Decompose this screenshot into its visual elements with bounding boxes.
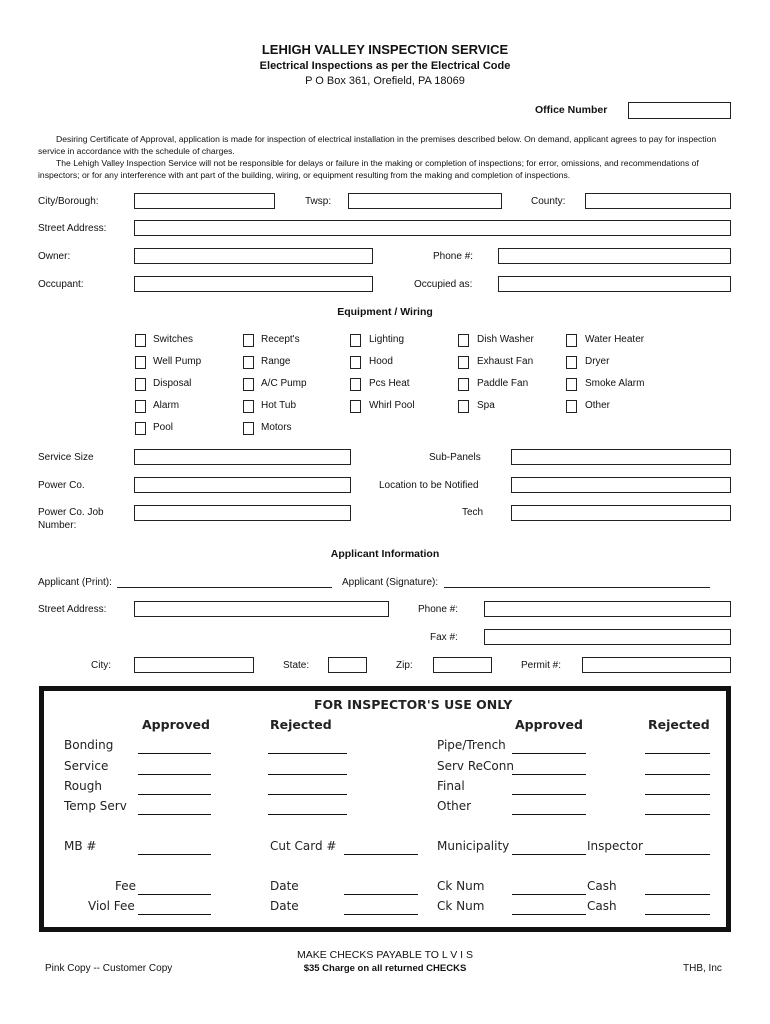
intro-paragraph-1: Desiring Certificate of Approval, application is made for inspection of electrical installation in the premises described below. On demand, applicant agrees to pay for inspection service in accordance with the schedule of charges. xyxy=(38,134,717,156)
applicant-street-input[interactable] xyxy=(134,601,389,617)
checkbox-exhaust-fan[interactable] xyxy=(458,356,469,369)
tech-label: Tech xyxy=(462,507,484,518)
approved-line[interactable] xyxy=(512,753,586,754)
checkbox-label: Hot Tub xyxy=(261,400,297,411)
checkbox-alarm[interactable] xyxy=(135,400,146,413)
location-notified-input[interactable] xyxy=(511,477,731,493)
checkbox-label: Water Heater xyxy=(585,334,645,345)
checkbox-label: Spa xyxy=(477,400,495,411)
checkbox-range[interactable] xyxy=(243,356,254,369)
applicant-phone-label: Phone #: xyxy=(418,604,459,615)
checkbox-label: Paddle Fan xyxy=(477,378,529,389)
municipality-label: Municipality xyxy=(437,839,510,853)
cash-line[interactable] xyxy=(645,914,710,915)
location-notified-label: Location to be Notified xyxy=(379,480,479,491)
checkbox-lighting[interactable] xyxy=(350,334,361,347)
power-co-job-label-2: Number: xyxy=(38,520,77,531)
applicant-title: Applicant Information xyxy=(330,548,440,560)
applicant-state-input[interactable] xyxy=(328,657,367,673)
checkbox-whirl-pool[interactable] xyxy=(350,400,361,413)
checkbox-label: Disposal xyxy=(153,378,192,389)
checkbox-pool[interactable] xyxy=(135,422,146,435)
rejected-line[interactable] xyxy=(645,794,710,795)
applicant-zip-input[interactable] xyxy=(433,657,492,673)
applicant-fax-label: Fax #: xyxy=(430,632,458,643)
occupied-as-label: Occupied as: xyxy=(414,279,473,290)
service-size-label: Service Size xyxy=(38,452,94,463)
office-number-input[interactable] xyxy=(628,102,731,119)
date-label: Date xyxy=(270,899,299,913)
approved-line[interactable] xyxy=(138,753,211,754)
inspector-panel xyxy=(39,686,731,932)
rejected-line[interactable] xyxy=(268,774,347,775)
county-input[interactable] xyxy=(585,193,731,209)
approved-line[interactable] xyxy=(512,814,586,815)
approved-line[interactable] xyxy=(512,774,586,775)
rejected-line[interactable] xyxy=(645,753,710,754)
occupant-label: Occupant: xyxy=(38,279,84,290)
applicant-state-label: State: xyxy=(283,660,310,671)
rejected-line[interactable] xyxy=(645,814,710,815)
sub-panels-input[interactable] xyxy=(511,449,731,465)
fee-label: Fee xyxy=(115,879,137,893)
applicant-city-label: City: xyxy=(91,660,111,671)
checks-payable-text: MAKE CHECKS PAYABLE TO L V I S xyxy=(296,949,474,961)
applicant-print-line[interactable] xyxy=(117,587,332,588)
power-co-input[interactable] xyxy=(134,477,351,493)
mb-label: MB # xyxy=(64,839,97,853)
owner-phone-label: Phone #: xyxy=(433,251,474,262)
date-line[interactable] xyxy=(344,894,418,895)
power-co-job-input[interactable] xyxy=(134,505,351,521)
checkbox-switches[interactable] xyxy=(135,334,146,347)
applicant-city-input[interactable] xyxy=(134,657,254,673)
applicant-permit-label: Permit #: xyxy=(521,660,562,671)
checkbox-label: Motors xyxy=(261,422,292,433)
inspection-item: Rough xyxy=(64,779,102,793)
rejected-header-right: Rejected xyxy=(648,717,710,732)
viol-fee-label: Viol Fee xyxy=(88,899,135,913)
form-address: P O Box 361, Orefield, PA 18069 xyxy=(305,75,465,87)
checkbox-label: Exhaust Fan xyxy=(477,356,534,367)
inspection-item: Pipe/Trench xyxy=(437,738,506,752)
checkbox-water-heater[interactable] xyxy=(566,334,577,347)
owner-input[interactable] xyxy=(134,248,373,264)
owner-phone-input[interactable] xyxy=(498,248,731,264)
applicant-phone-input[interactable] xyxy=(484,601,731,617)
sub-panels-label: Sub-Panels xyxy=(429,452,481,463)
power-co-job-label: Power Co. Job xyxy=(38,507,104,518)
owner-label: Owner: xyxy=(38,251,71,262)
rejected-header-left: Rejected xyxy=(270,717,332,732)
city-borough-label: City/Borough: xyxy=(38,196,99,207)
municipality-line[interactable] xyxy=(512,854,586,855)
ck-num-label: Ck Num xyxy=(437,879,485,893)
intro-paragraph-2: The Lehigh Valley Inspection Service will not be responsible for delays or failure in the making or completion of inspections; for error, omissions, and recommendations of inspectors; or for any interference with ant part of the building, wiring, or equipment resulting from the making and completion of inspections. xyxy=(38,158,699,180)
applicant-signature-label: Applicant (Signature): xyxy=(342,577,439,588)
checkbox-label: Range xyxy=(261,356,291,367)
applicant-zip-label: Zip: xyxy=(396,660,413,671)
approved-line[interactable] xyxy=(138,814,211,815)
inspection-item: Bonding xyxy=(64,738,114,752)
city-borough-input[interactable] xyxy=(134,193,275,209)
twsp-input[interactable] xyxy=(348,193,502,209)
checkbox-ac-pump[interactable] xyxy=(243,378,254,391)
inspection-item: Other xyxy=(437,799,472,813)
checkbox-label: Well Pump xyxy=(153,356,202,367)
ck-num-line[interactable] xyxy=(512,914,586,915)
approved-header-right: Approved xyxy=(515,717,583,732)
checkbox-label: Other xyxy=(585,400,611,411)
rejected-line[interactable] xyxy=(268,753,347,754)
street-address-input[interactable] xyxy=(134,220,731,236)
applicant-permit-input[interactable] xyxy=(582,657,731,673)
inspector-title: FOR INSPECTOR'S USE ONLY xyxy=(314,697,513,712)
inspection-item: Final xyxy=(437,779,465,793)
cut-card-line[interactable] xyxy=(344,854,418,855)
returned-checks-text: $35 Charge on all returned CHECKS xyxy=(303,963,467,974)
inspection-item: Serv ReConn xyxy=(437,759,514,773)
cut-card-label: Cut Card # xyxy=(270,839,337,853)
service-size-input[interactable] xyxy=(134,449,351,465)
tech-input[interactable] xyxy=(511,505,731,521)
checkbox-recepts[interactable] xyxy=(243,334,254,347)
applicant-signature-line[interactable] xyxy=(444,587,710,588)
county-label: County: xyxy=(531,196,566,207)
ck-num-label: Ck Num xyxy=(437,899,485,913)
cash-label: Cash xyxy=(587,879,617,893)
applicant-street-label: Street Address: xyxy=(38,604,107,615)
inspector-line[interactable] xyxy=(645,854,710,855)
checkbox-label: Alarm xyxy=(153,400,180,411)
mb-line[interactable] xyxy=(138,854,211,855)
checkbox-label: Pcs Heat xyxy=(369,378,410,389)
checkbox-label: Hood xyxy=(369,356,393,367)
rejected-line[interactable] xyxy=(268,814,347,815)
checkbox-label: Switches xyxy=(153,334,194,345)
checkbox-dryer[interactable] xyxy=(566,356,577,369)
checkbox-well-pump[interactable] xyxy=(135,356,146,369)
checkbox-label: Pool xyxy=(153,422,174,433)
fee-line[interactable] xyxy=(138,894,211,895)
rejected-line[interactable] xyxy=(645,774,710,775)
thb-inc-text: THB, Inc xyxy=(683,963,722,974)
inspection-item: Service xyxy=(64,759,109,773)
checkbox-spa[interactable] xyxy=(458,400,469,413)
checkbox-label: Recept's xyxy=(261,334,300,345)
checkbox-label: Smoke Alarm xyxy=(585,378,645,389)
checkbox-label: A/C Pump xyxy=(261,378,307,389)
office-number-label: Office Number xyxy=(535,104,608,116)
inspection-item: Temp Serv xyxy=(64,799,127,813)
checkbox-dish-washer[interactable] xyxy=(458,334,469,347)
checkbox-label: Dryer xyxy=(585,356,610,367)
checkbox-hood[interactable] xyxy=(350,356,361,369)
checkbox-disposal[interactable] xyxy=(135,378,146,391)
checkbox-other[interactable] xyxy=(566,400,577,413)
applicant-fax-input[interactable] xyxy=(484,629,731,645)
occupant-input[interactable] xyxy=(134,276,373,292)
cash-line[interactable] xyxy=(645,894,710,895)
street-address-label: Street Address: xyxy=(38,223,107,234)
checkbox-paddle-fan[interactable] xyxy=(458,378,469,391)
inspector-label: Inspector xyxy=(587,839,643,853)
checkbox-label: Whirl Pool xyxy=(369,400,415,411)
applicant-print-label: Applicant (Print): xyxy=(38,577,112,588)
checkbox-label: Lighting xyxy=(369,334,405,345)
viol-fee-line[interactable] xyxy=(138,914,211,915)
rejected-line[interactable] xyxy=(268,794,347,795)
date-label: Date xyxy=(270,879,299,893)
pink-copy-text: Pink Copy -- Customer Copy xyxy=(45,963,173,974)
checkbox-smoke-alarm[interactable] xyxy=(566,378,577,391)
twsp-label: Twsp: xyxy=(305,196,332,207)
approved-header-left: Approved xyxy=(142,717,210,732)
approved-line[interactable] xyxy=(512,794,586,795)
checkbox-label: Dish Washer xyxy=(477,334,534,345)
equipment-title: Equipment / Wiring xyxy=(337,306,433,318)
form-title: LEHIGH VALLEY INSPECTION SERVICE xyxy=(261,42,509,57)
ck-num-line[interactable] xyxy=(512,894,586,895)
cash-label: Cash xyxy=(587,899,617,913)
approved-line[interactable] xyxy=(138,794,211,795)
occupied-as-input[interactable] xyxy=(498,276,731,292)
power-co-label: Power Co. xyxy=(38,480,85,491)
form-subtitle: Electrical Inspections as per the Electrical Code xyxy=(259,60,511,72)
date-line[interactable] xyxy=(344,914,418,915)
approved-line[interactable] xyxy=(138,774,211,775)
checkbox-hot-tub[interactable] xyxy=(243,400,254,413)
checkbox-pcs-heat[interactable] xyxy=(350,378,361,391)
checkbox-motors[interactable] xyxy=(243,422,254,435)
